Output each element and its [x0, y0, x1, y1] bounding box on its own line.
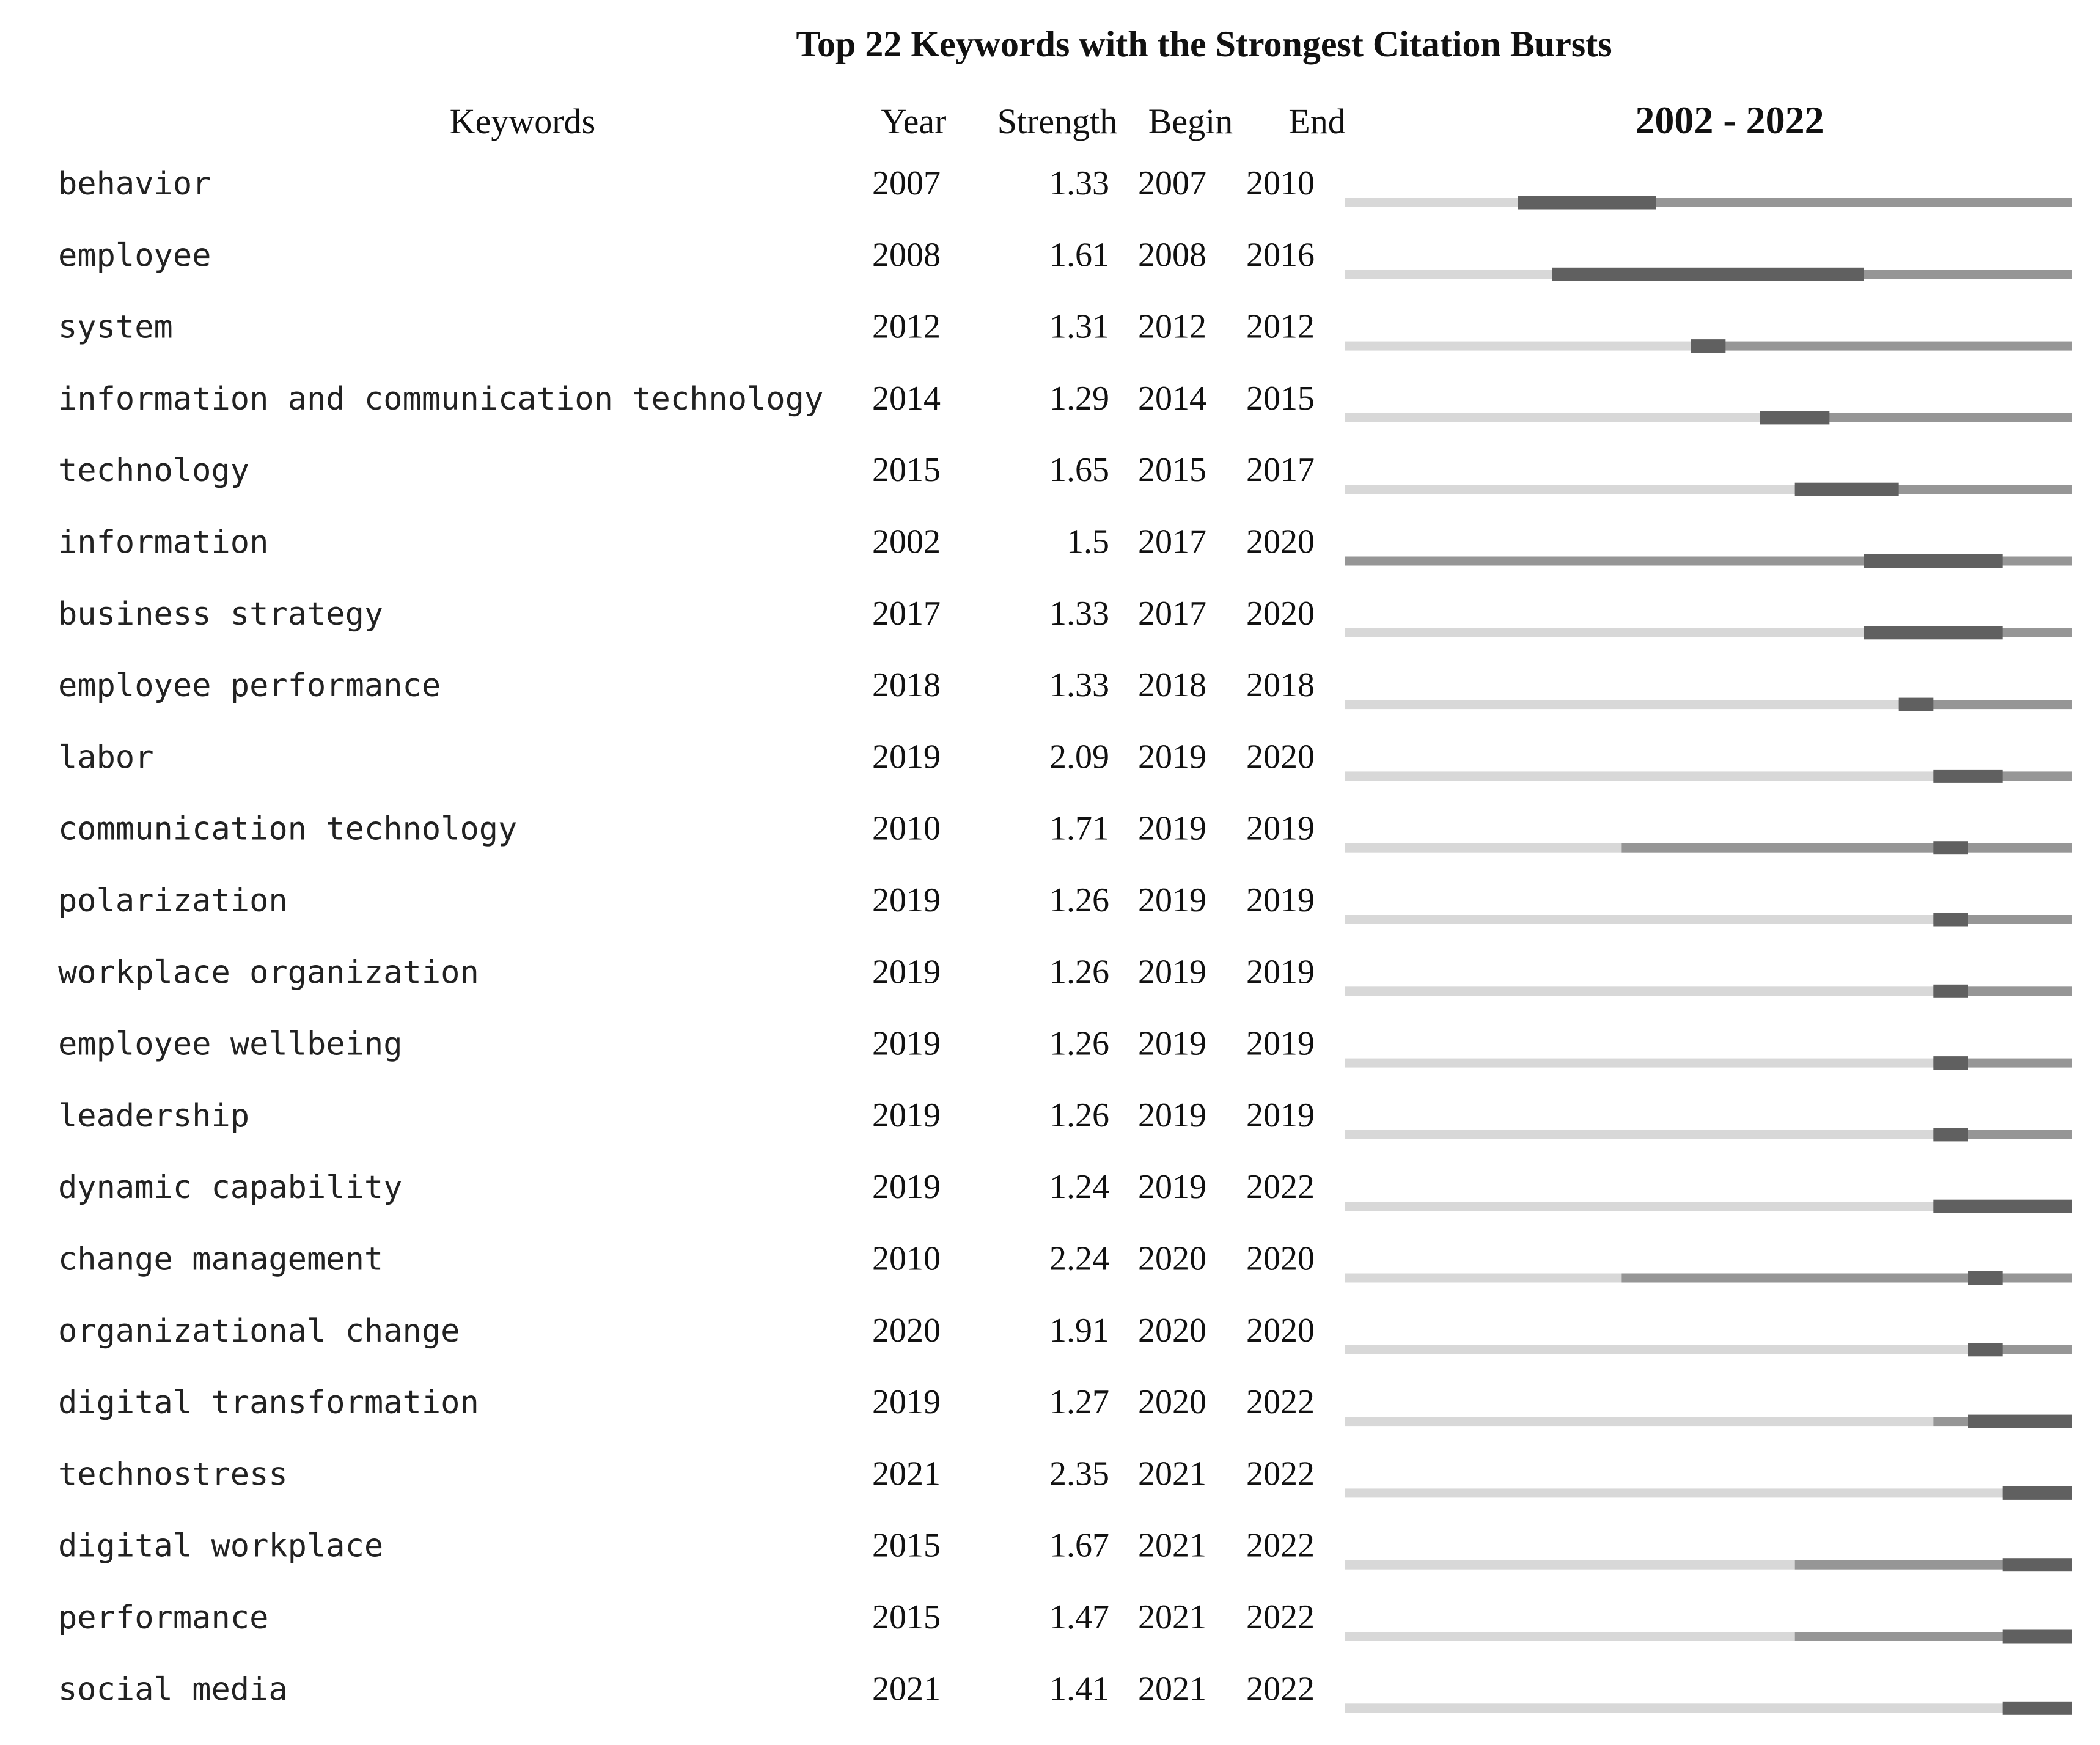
pre-period-bar — [1345, 342, 1691, 351]
begin-value: 2020 — [1138, 1383, 1206, 1422]
burst-bar — [1968, 1271, 2003, 1285]
burst-row — [58, 1598, 2072, 1644]
begin-value: 2015 — [1138, 451, 1206, 490]
burst-row — [58, 1527, 2072, 1572]
burst-row — [58, 164, 2072, 210]
pre-period-bar — [1345, 1488, 2003, 1497]
header-row — [450, 98, 1824, 142]
begin-value: 2014 — [1138, 379, 1206, 417]
end-value: 2019 — [1246, 953, 1315, 991]
pre-period-bar — [1345, 1274, 1621, 1283]
burst-row — [58, 595, 2072, 640]
end-value: 2020 — [1246, 523, 1315, 561]
pre-period-bar — [1345, 986, 1933, 996]
keyword-label: employee performance — [58, 667, 441, 705]
burst-bar — [1552, 268, 1864, 281]
active-period-bar — [1621, 1274, 2072, 1283]
strength-value: 1.33 — [1049, 666, 1109, 705]
strength-value: 2.24 — [1049, 1240, 1109, 1278]
strength-value: 1.71 — [1049, 809, 1109, 848]
end-value: 2020 — [1246, 1311, 1315, 1350]
begin-value: 2012 — [1138, 307, 1206, 346]
begin-value: 2019 — [1138, 953, 1206, 991]
year-value: 2021 — [872, 1670, 941, 1708]
burst-bar — [1968, 1343, 2003, 1356]
keyword-label: business strategy — [58, 595, 384, 633]
begin-value: 2019 — [1138, 1168, 1206, 1207]
begin-value: 2019 — [1138, 1024, 1206, 1063]
keyword-label: information — [58, 524, 269, 561]
keyword-label: behavior — [58, 166, 211, 202]
pre-period-bar — [1345, 1417, 1933, 1426]
end-value: 2020 — [1246, 594, 1315, 633]
keyword-label: social media — [58, 1671, 288, 1708]
year-value: 2020 — [872, 1311, 941, 1350]
keyword-label: labor — [58, 739, 154, 776]
year-value: 2015 — [872, 451, 941, 490]
strength-value: 1.29 — [1049, 379, 1109, 417]
pre-period-bar — [1345, 198, 1518, 207]
burst-bar — [2003, 1558, 2072, 1571]
strength-value: 1.24 — [1049, 1168, 1109, 1207]
keyword-label: organizational change — [58, 1312, 460, 1350]
strength-value: 1.31 — [1049, 307, 1109, 346]
pre-period-bar — [1345, 1632, 1795, 1641]
pre-period-bar — [1345, 700, 1899, 709]
burst-bar — [1933, 841, 1968, 854]
end-value: 2019 — [1246, 1024, 1315, 1063]
keyword-label: technostress — [58, 1456, 288, 1493]
keyword-label: digital transformation — [58, 1384, 479, 1422]
strength-value: 1.33 — [1049, 594, 1109, 633]
keyword-label: employee wellbeing — [58, 1026, 403, 1063]
burst-row — [58, 810, 2072, 855]
year-value: 2018 — [872, 666, 941, 705]
strength-value: 1.5 — [1067, 523, 1109, 561]
burst-bar — [1518, 196, 1656, 210]
keyword-label: employee — [58, 237, 211, 274]
end-value: 2010 — [1246, 164, 1315, 202]
pre-period-bar — [1345, 413, 1760, 422]
burst-bar — [2003, 1702, 2072, 1715]
strength-value: 1.26 — [1049, 1096, 1109, 1134]
pre-period-bar — [1345, 771, 1933, 781]
end-value: 2017 — [1246, 451, 1315, 490]
burst-row — [58, 380, 2072, 425]
strength-value: 1.27 — [1049, 1383, 1109, 1422]
year-value: 2002 — [872, 523, 941, 561]
burst-row — [58, 1312, 2072, 1357]
burst-bar — [2003, 1486, 2072, 1500]
pre-period-bar — [1345, 1130, 1933, 1139]
keyword-label: dynamic capability — [58, 1169, 403, 1207]
active-period-bar — [1691, 342, 2072, 351]
end-value: 2019 — [1246, 1096, 1315, 1134]
burst-row — [58, 1168, 2072, 1213]
active-period-bar — [1621, 843, 2072, 853]
strength-value: 2.09 — [1049, 738, 1109, 776]
begin-value: 2019 — [1138, 809, 1206, 848]
end-value: 2018 — [1246, 666, 1315, 705]
pre-period-bar — [1345, 1703, 2003, 1713]
end-value: 2019 — [1246, 881, 1315, 919]
begin-value: 2021 — [1138, 1526, 1206, 1565]
header-strength: Strength — [997, 101, 1118, 141]
begin-value: 2021 — [1138, 1670, 1206, 1708]
begin-value: 2019 — [1138, 738, 1206, 776]
strength-value: 2.35 — [1049, 1455, 1109, 1493]
keyword-label: workplace organization — [58, 954, 479, 991]
strength-value: 1.26 — [1049, 881, 1109, 919]
year-value: 2014 — [872, 379, 941, 417]
begin-value: 2019 — [1138, 881, 1206, 919]
end-value: 2022 — [1246, 1383, 1315, 1422]
keyword-label: system — [58, 309, 173, 346]
burst-row — [58, 881, 2072, 927]
burst-row — [58, 1670, 2072, 1715]
strength-value: 1.41 — [1049, 1670, 1109, 1708]
pre-period-bar — [1345, 915, 1933, 924]
strength-value: 1.26 — [1049, 1024, 1109, 1063]
burst-row — [58, 236, 2072, 281]
burst-bar — [1760, 411, 1829, 424]
header-begin: Begin — [1148, 101, 1233, 141]
burst-row — [58, 1025, 2072, 1070]
strength-value: 1.65 — [1049, 451, 1109, 490]
burst-row — [58, 1240, 2072, 1285]
burst-row — [58, 953, 2072, 998]
year-value: 2019 — [872, 1383, 941, 1422]
burst-bar — [1968, 1415, 2072, 1428]
end-value: 2022 — [1246, 1455, 1315, 1493]
begin-value: 2021 — [1138, 1455, 1206, 1493]
keyword-label: digital workplace — [58, 1527, 384, 1565]
burst-bar — [1899, 698, 1934, 711]
end-value: 2015 — [1246, 379, 1315, 417]
burst-bar — [1933, 1200, 2072, 1213]
burst-bar — [2003, 1630, 2072, 1644]
begin-value: 2018 — [1138, 666, 1206, 705]
year-value: 2015 — [872, 1526, 941, 1565]
year-value: 2015 — [872, 1598, 941, 1636]
year-value: 2019 — [872, 1024, 941, 1063]
strength-value: 1.26 — [1049, 953, 1109, 991]
strength-value: 1.91 — [1049, 1311, 1109, 1350]
pre-period-bar — [1345, 1059, 1933, 1068]
year-value: 2019 — [872, 1168, 941, 1207]
chart-title: Top 22 Keywords with the Strongest Citation Bursts — [796, 24, 1612, 64]
pre-period-bar — [1345, 628, 1864, 637]
end-value: 2012 — [1246, 307, 1315, 346]
burst-row — [58, 1455, 2072, 1500]
year-value: 2019 — [872, 881, 941, 919]
burst-row — [58, 666, 2072, 711]
keyword-label: leadership — [58, 1097, 250, 1134]
keyword-label: change management — [58, 1241, 384, 1278]
end-value: 2022 — [1246, 1598, 1315, 1636]
end-value: 2022 — [1246, 1670, 1315, 1708]
header-year-range: 2002 - 2022 — [1635, 98, 1824, 142]
header-year: Year — [881, 101, 947, 141]
pre-period-bar — [1345, 1560, 1795, 1570]
pre-period-bar — [1345, 270, 1552, 279]
header-end: End — [1288, 101, 1346, 141]
pre-period-bar — [1345, 1345, 1968, 1354]
pre-period-bar — [1345, 843, 1621, 853]
burst-row — [58, 1097, 2072, 1142]
begin-value: 2017 — [1138, 594, 1206, 633]
strength-value: 1.67 — [1049, 1526, 1109, 1565]
burst-row — [58, 1383, 2072, 1428]
year-value: 2008 — [872, 236, 941, 274]
year-value: 2017 — [872, 594, 941, 633]
end-value: 2016 — [1246, 236, 1315, 274]
keyword-label: communication technology — [58, 810, 518, 848]
burst-bar — [1933, 1128, 1968, 1141]
year-value: 2019 — [872, 1096, 941, 1134]
burst-row — [58, 738, 2072, 783]
year-value: 2010 — [872, 809, 941, 848]
year-value: 2021 — [872, 1455, 941, 1493]
burst-bar — [1864, 554, 2003, 568]
end-value: 2022 — [1246, 1526, 1315, 1565]
burst-bar — [1933, 770, 2002, 783]
begin-value: 2017 — [1138, 523, 1206, 561]
burst-row — [58, 451, 2072, 496]
begin-value: 2020 — [1138, 1240, 1206, 1278]
keyword-label: technology — [58, 452, 250, 490]
begin-value: 2020 — [1138, 1311, 1206, 1350]
strength-value: 1.33 — [1049, 164, 1109, 202]
header-keywords: Keywords — [449, 101, 596, 141]
burst-bar — [1933, 913, 1968, 927]
keyword-label: performance — [58, 1600, 269, 1636]
burst-bar — [1933, 985, 1968, 998]
strength-value: 1.61 — [1049, 236, 1109, 274]
burst-bar — [1795, 483, 1899, 496]
keyword-label: information and communication technology — [58, 380, 824, 417]
year-value: 2019 — [872, 953, 941, 991]
pre-period-bar — [1345, 1202, 1933, 1211]
strength-value: 1.47 — [1049, 1598, 1109, 1636]
burst-rows — [58, 164, 2072, 1715]
burst-row — [58, 308, 2072, 353]
year-value: 2012 — [872, 307, 941, 346]
begin-value: 2007 — [1138, 164, 1206, 202]
end-value: 2022 — [1246, 1168, 1315, 1207]
begin-value: 2008 — [1138, 236, 1206, 274]
end-value: 2020 — [1246, 1240, 1315, 1278]
pre-period-bar — [1345, 485, 1795, 494]
burst-bar — [1933, 1056, 1968, 1070]
begin-value: 2019 — [1138, 1096, 1206, 1134]
burst-bar — [1864, 626, 2003, 639]
burst-bar — [1691, 339, 1726, 353]
year-value: 2019 — [872, 738, 941, 776]
year-value: 2007 — [872, 164, 941, 202]
end-value: 2019 — [1246, 809, 1315, 848]
end-value: 2020 — [1246, 738, 1315, 776]
begin-value: 2021 — [1138, 1598, 1206, 1636]
burst-row — [58, 523, 2072, 568]
year-value: 2010 — [872, 1240, 941, 1278]
keyword-label: polarization — [58, 883, 288, 919]
